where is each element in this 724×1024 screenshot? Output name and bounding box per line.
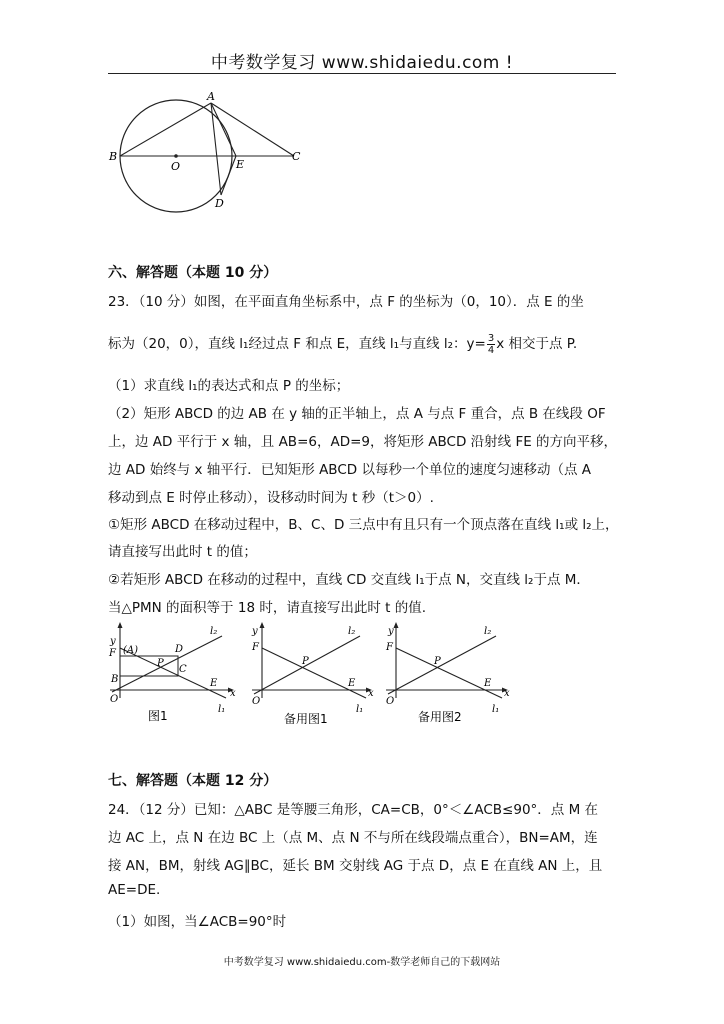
q23-line-9: 请直接写出此时 t 的值； — [108, 544, 257, 560]
q23-line-3: （1）求直线 l₁的表达式和点 P 的坐标； — [108, 378, 350, 394]
label-o: O — [171, 160, 181, 173]
fig1-label-y: y — [110, 636, 116, 647]
q23-line-2 — [108, 332, 577, 356]
label-a: A — [207, 90, 215, 103]
line-l2 — [388, 636, 496, 694]
fig2-label-l2: l₂ — [348, 626, 356, 637]
page-header: 中考数学复习 www.shidaiedu.com ! — [210, 53, 514, 73]
q24-line-4: AE=DE. — [108, 882, 161, 898]
q24-line-2: 边 AC 上，点 N 在边 BC 上（点 M、点 N 不与所在线段端点重合），BN=AM，连 — [108, 830, 598, 846]
fig1-label-f: F — [109, 648, 116, 659]
q23-line-4: （2）矩形 ABCD 的边 AB 在 y 轴的正半轴上，点 A 与点 F 重合，点 B 在线段 OF — [108, 406, 606, 422]
figure-3 — [382, 620, 516, 724]
fig2-label-e: E — [348, 678, 356, 689]
label-d: D — [215, 197, 224, 210]
fig3-label-f: F — [386, 642, 393, 653]
q23-line-8: ①矩形 ABCD 在移动过程中，B、C、D 三点中有且只有一个顶点落在直线 l₁或 l₂上， — [108, 517, 619, 533]
q24-line-3: 接 AN，BM，射线 AG∥BC，延长 BM 交射线 AG 于点 D，点 E 在直线 AN 上，且 — [108, 858, 603, 874]
fig1-caption: 图1 — [148, 709, 168, 723]
q24-line-1: 24．（12 分）已知：△ABC 是等腰三角形，CA=CB，0°＜∠ACB≤90°．点 M 在 — [108, 802, 599, 818]
label-b: B — [109, 150, 118, 163]
q23-line-2-pre: 标为（20，0），直线 l₁经过点 F 和点 E，直线 l₁与直线 l₂：y= — [108, 336, 486, 352]
fraction-3-4: $\frac{3}{4}$ — [487, 332, 495, 356]
fig3-caption: 备用图2 — [418, 710, 462, 724]
fig1-label-d: D — [175, 644, 184, 655]
center-dot — [174, 154, 178, 158]
fig2-label-x: x — [368, 688, 374, 699]
q23-line-6: 边 AD 始终与 x 轴平行．已知矩形 ABCD 以每秒一个单位的速度匀速移动（点 A — [108, 462, 591, 478]
fig2-caption: 备用图1 — [284, 712, 328, 724]
figure-2 — [248, 620, 382, 724]
fig1-label-c: C — [179, 664, 187, 675]
page-footer: 中考数学复习 www.shidaiedu.com-数学老师自己的下载网站 — [223, 957, 501, 968]
q23-line-2-post: x 相交于点 P. — [496, 336, 578, 352]
fig3-label-p: P — [434, 656, 441, 667]
section-7-title: 七、解答题（本题 12 分） — [108, 773, 278, 789]
fig3-label-x: x — [504, 688, 510, 699]
fig1-label-e: E — [210, 678, 218, 689]
fig1-label-b: B — [111, 674, 119, 685]
circle-tangent-figure — [108, 88, 308, 216]
fig2-label-o: O — [252, 696, 261, 707]
fig1-label-p: P — [157, 658, 164, 669]
fig1-label-x: x — [230, 688, 236, 699]
fig2-label-f: F — [252, 642, 259, 653]
fig1-label-l1: l₁ — [218, 704, 226, 715]
q23-line-10: ②若矩形 ABCD 在移动的过程中，直线 CD 交直线 l₁于点 N，交直线 l₂于点 M． — [108, 572, 590, 588]
q23-line-5: 上，边 AD 平行于 x 轴，且 AB=6，AD=9，将矩形 ABCD 沿射线 FE 的方向平移， — [108, 434, 618, 450]
fig1-label-o: O — [110, 694, 119, 705]
fig3-label-l1: l₁ — [492, 704, 500, 715]
fig2-label-y: y — [252, 626, 258, 637]
fig3-label-e: E — [484, 678, 492, 689]
label-c: C — [292, 150, 301, 163]
fig3-label-l2: l₂ — [484, 626, 492, 637]
header-divider — [108, 73, 616, 74]
fig3-label-y: y — [388, 626, 394, 637]
fig2-label-l1: l₁ — [356, 704, 364, 715]
label-e: E — [236, 158, 245, 171]
fig1-label-a: (A) — [123, 645, 139, 656]
q23-line-7: 移动到点 E 时停止移动），设移动时间为 t 秒（t＞0）. — [108, 490, 434, 506]
fig2-label-p: P — [302, 656, 309, 667]
q24-line-5: （1）如图，当∠ACB=90°时 — [108, 914, 287, 930]
segment-ba — [120, 103, 211, 156]
fig1-label-l2: l₂ — [210, 626, 218, 637]
section-6-title: 六、解答题（本题 10 分） — [108, 265, 278, 281]
q23-line-1: 23．（10 分）如图，在平面直角坐标系中，点 F 的坐标为（0，10）．点 E 的坐 — [108, 294, 584, 310]
fig3-label-o: O — [386, 696, 395, 707]
figure-1 — [106, 620, 240, 724]
q23-line-11: 当△PMN 的面积等于 18 时，请直接写出此时 t 的值. — [108, 600, 426, 616]
segment-ed — [221, 156, 236, 195]
